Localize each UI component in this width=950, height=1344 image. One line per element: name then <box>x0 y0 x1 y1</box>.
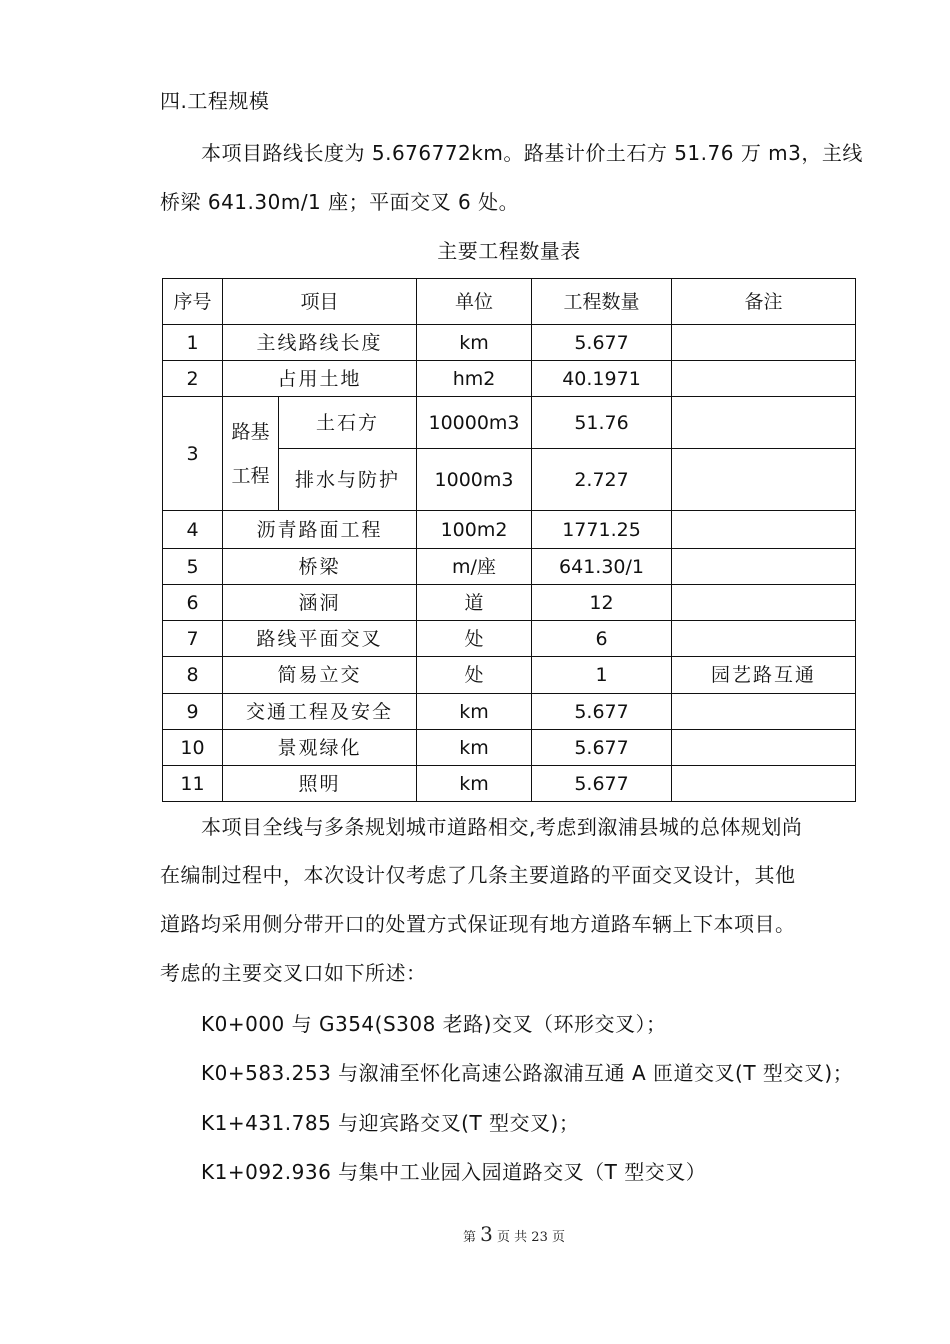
intro-line-1: 本项目路线长度为 5.676772km。路基计价土石方 51.76 万 m3，主线 <box>201 141 863 165</box>
cell-qty: 6 <box>532 621 672 657</box>
intro-line-2: 桥梁 641.30m/1 座；平面交叉 6 处。 <box>160 190 520 214</box>
intersection-item: K1+092.936 与集中工业园入园道路交叉（T 型交叉） <box>201 1160 707 1184</box>
cell-no: 8 <box>163 657 223 694</box>
intersection-item: K1+431.785 与迎宾路交叉(T 型交叉)； <box>201 1111 580 1135</box>
cell-remark <box>672 511 856 549</box>
cell-no: 10 <box>163 730 223 766</box>
table-row <box>163 325 856 361</box>
header-qty: 工程数量 <box>532 279 672 325</box>
intersection-item: K0+583.253 与溆浦至怀化高速公路溆浦互通 A 匝道交叉(T 型交叉)； <box>201 1061 854 1085</box>
cell-unit: hm2 <box>417 361 532 397</box>
cell-remark <box>672 730 856 766</box>
table-row <box>163 694 856 730</box>
cell-qty: 5.677 <box>532 766 672 802</box>
quantity-table <box>162 278 856 802</box>
cell-no: 7 <box>163 621 223 657</box>
cell-item: 简易立交 <box>223 657 417 694</box>
cell-unit: km <box>417 730 532 766</box>
table-row <box>163 621 856 657</box>
table-row <box>163 766 856 802</box>
cell-qty: 40.1971 <box>532 361 672 397</box>
cell-no: 3 <box>163 397 223 511</box>
cell-item: 交通工程及安全 <box>223 694 417 730</box>
cell-qty: 12 <box>532 585 672 621</box>
cell-qty: 2.727 <box>532 449 672 511</box>
cell-qty: 1771.25 <box>532 511 672 549</box>
cell-unit: km <box>417 766 532 802</box>
table-row <box>163 549 856 585</box>
cell-remark <box>672 694 856 730</box>
header-remark: 备注 <box>672 279 856 325</box>
table-caption: 主要工程数量表 <box>437 239 581 263</box>
cell-unit: m/座 <box>417 549 532 585</box>
cell-item: 排水与防护 <box>279 449 417 511</box>
page-total: 23 <box>531 1230 548 1245</box>
header-unit: 单位 <box>417 279 532 325</box>
body-line-1: 本项目全线与多条规划城市道路相交,考虑到溆浦县城的总体规划尚 <box>201 815 803 839</box>
cell-remark <box>672 449 856 511</box>
cell-item: 沥青路面工程 <box>223 511 417 549</box>
footer-middle: 页 共 <box>497 1230 528 1245</box>
cell-no: 4 <box>163 511 223 549</box>
cell-item: 路线平面交叉 <box>223 621 417 657</box>
cell-item: 景观绿化 <box>223 730 417 766</box>
cell-unit: km <box>417 694 532 730</box>
header-no: 序号 <box>163 279 223 325</box>
cell-remark <box>672 361 856 397</box>
page-footer <box>0 1222 950 1246</box>
cell-item: 主线路线长度 <box>223 325 417 361</box>
cell-item: 土石方 <box>279 397 417 449</box>
cell-unit: 处 <box>417 621 532 657</box>
cell-remark <box>672 766 856 802</box>
table-row <box>163 585 856 621</box>
footer-prefix: 第 <box>462 1230 476 1245</box>
cell-qty: 641.30/1 <box>532 549 672 585</box>
cell-no: 9 <box>163 694 223 730</box>
cell-no: 6 <box>163 585 223 621</box>
header-item: 项目 <box>223 279 417 325</box>
cell-remark <box>672 397 856 449</box>
cell-remark: 园艺路互通 <box>672 657 856 694</box>
group-label-line-1: 路基 <box>231 420 270 443</box>
cell-item: 占用土地 <box>223 361 417 397</box>
cell-item: 桥梁 <box>223 549 417 585</box>
table-row <box>163 657 856 694</box>
body-line-2: 在编制过程中，本次设计仅考虑了几条主要道路的平面交叉设计，其他 <box>160 863 796 887</box>
cell-qty: 5.677 <box>532 730 672 766</box>
page-number: 3 <box>480 1222 493 1246</box>
table-row <box>163 361 856 397</box>
cell-unit: 10000m3 <box>417 397 532 449</box>
cell-qty: 5.677 <box>532 325 672 361</box>
body-line-3: 道路均采用侧分带开口的处置方式保证现有地方道路车辆上下本项目。 <box>160 912 796 936</box>
cell-qty: 51.76 <box>532 397 672 449</box>
table-row <box>163 397 856 449</box>
cell-unit: 处 <box>417 657 532 694</box>
intersection-item: K0+000 与 G354(S308 老路)交叉（环形交叉）； <box>201 1012 667 1036</box>
cell-no: 2 <box>163 361 223 397</box>
cell-unit: 道 <box>417 585 532 621</box>
cell-unit: 100m2 <box>417 511 532 549</box>
cell-remark <box>672 621 856 657</box>
cell-no: 1 <box>163 325 223 361</box>
section-heading: 四.工程规模 <box>160 89 270 113</box>
footer-suffix: 页 <box>551 1230 565 1245</box>
table-header-row <box>163 279 856 325</box>
cell-unit: km <box>417 325 532 361</box>
cell-unit: 1000m3 <box>417 449 532 511</box>
cell-qty: 5.677 <box>532 694 672 730</box>
cell-item: 照明 <box>223 766 417 802</box>
cell-group <box>223 397 279 511</box>
cell-qty: 1 <box>532 657 672 694</box>
table-row <box>163 730 856 766</box>
cell-remark <box>672 325 856 361</box>
table-row <box>163 511 856 549</box>
cell-item: 涵洞 <box>223 585 417 621</box>
cell-remark <box>672 585 856 621</box>
cell-no: 5 <box>163 549 223 585</box>
group-label-line-2: 工程 <box>231 464 270 487</box>
cell-no: 11 <box>163 766 223 802</box>
body-line-4: 考虑的主要交叉口如下所述： <box>160 961 427 985</box>
cell-remark <box>672 549 856 585</box>
